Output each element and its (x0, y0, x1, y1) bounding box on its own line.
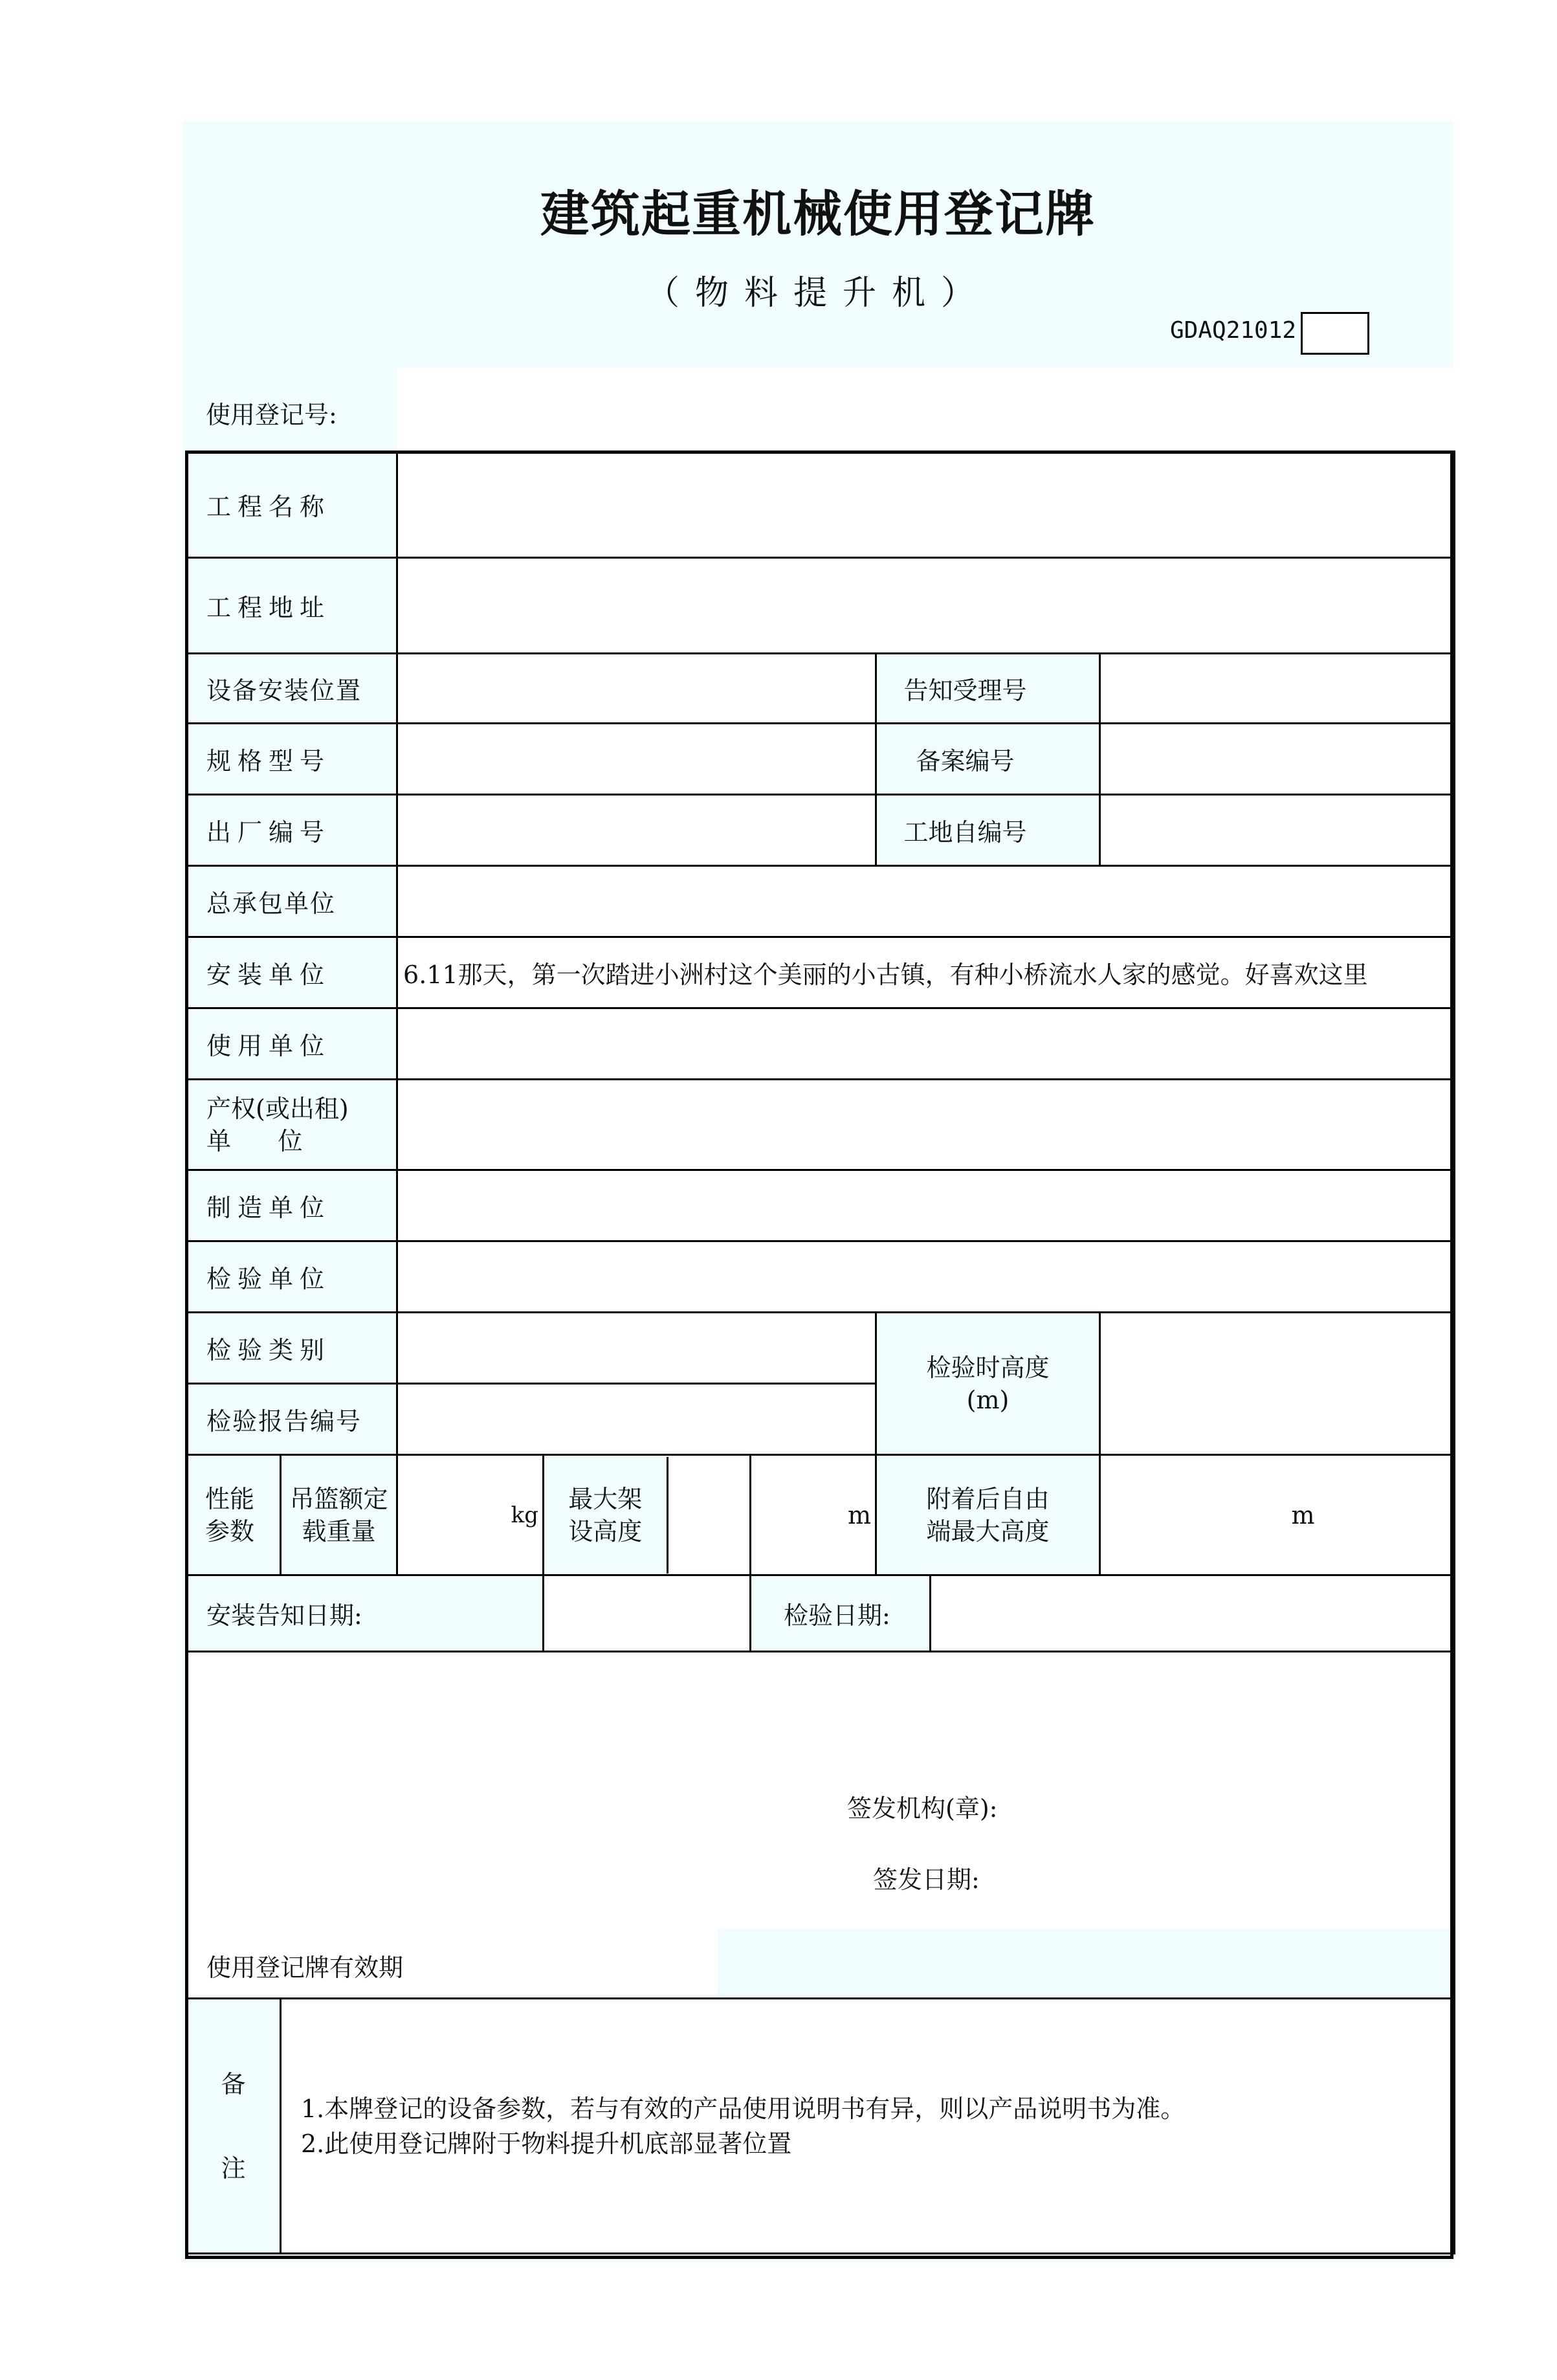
free-height-label (876, 1455, 1100, 1575)
registration-table (185, 450, 1455, 2254)
factory-no-field[interactable] (397, 795, 876, 866)
rated-load-field[interactable] (397, 1455, 544, 1575)
notice-no-label: 告知受理号 (876, 654, 1100, 724)
validity-label: 使用登记牌有效期 (206, 1953, 404, 1982)
free-height-field[interactable] (1100, 1455, 1455, 1575)
page-title: 建筑起重机械使用登记牌 (540, 185, 1096, 243)
notes-content (281, 1999, 1455, 2254)
rated-load-unit: kg (511, 1502, 539, 1528)
registration-no-field[interactable] (397, 368, 1453, 450)
install-unit-label: 安装单位 (186, 937, 397, 1008)
model-field[interactable] (397, 724, 876, 795)
issue-date-label: 签发日期: (873, 1865, 980, 1894)
site-no-label: 工地自编号 (876, 795, 1100, 866)
inspection-type-field[interactable] (397, 1313, 876, 1384)
inspection-height-label-line1: 检验时高度 (926, 1353, 1050, 1382)
project-name-field[interactable] (397, 452, 1455, 558)
inspection-height-field[interactable] (1100, 1313, 1455, 1455)
filing-no-field[interactable] (1100, 724, 1455, 795)
max-height-label-line1: 最大架 (568, 1484, 643, 1513)
max-height-field[interactable] (667, 1457, 749, 1574)
owner-unit-label-line1: 产权(或出租) (206, 1094, 349, 1123)
install-notice-date-field[interactable] (544, 1575, 751, 1652)
inspection-report-no-label: 检验报告编号 (186, 1384, 397, 1455)
factory-no-label: 出厂编号 (186, 795, 397, 866)
inspection-unit-field[interactable] (397, 1241, 1455, 1313)
manufacturer-label: 制造单位 (186, 1170, 397, 1241)
free-height-label-line1: 附着后自由 (926, 1484, 1050, 1513)
inspection-type-label: 检验类别 (186, 1313, 397, 1384)
issuer-label: 签发机构(章): (847, 1794, 998, 1823)
max-height-value-field[interactable] (751, 1455, 876, 1575)
form-code-box[interactable] (1301, 312, 1369, 355)
notes-label-line1: 备 (221, 2069, 246, 2098)
owner-unit-label (186, 1080, 397, 1170)
validity-field[interactable] (718, 1929, 1452, 1997)
install-notice-date-label: 安装告知日期: (186, 1575, 544, 1652)
use-unit-field[interactable] (397, 1008, 1455, 1080)
free-height-unit: m (1291, 1500, 1315, 1529)
free-height-label-line2: 端最大高度 (926, 1517, 1050, 1546)
filing-no-label: 备案编号 (876, 724, 1100, 795)
model-label: 规格型号 (186, 724, 397, 795)
performance-label (186, 1455, 281, 1575)
notes-line-1: 1.本牌登记的设备参数，若与有效的产品使用说明书有异，则以产品说明书为准。 (301, 2094, 1186, 2123)
project-address-field[interactable] (397, 558, 1455, 654)
manufacturer-field[interactable] (397, 1170, 1455, 1241)
inspection-unit-label: 检验单位 (186, 1241, 397, 1313)
inspection-date-label: 检验日期: (751, 1575, 931, 1652)
performance-label-line2: 参数 (205, 1517, 255, 1546)
notes-line-2: 2.此使用登记牌附于物料提升机底部显著位置 (301, 2129, 792, 2158)
rated-load-label (281, 1455, 397, 1575)
owner-unit-label-line2: 单 位 (206, 1126, 303, 1155)
signoff-area (186, 1652, 1455, 1999)
notes-label-line2: 注 (221, 2153, 246, 2183)
form-code: GDAQ21012 (1170, 317, 1297, 344)
project-name-label: 工程名称 (186, 452, 397, 558)
max-height-unit: m (847, 1500, 872, 1529)
general-contractor-label: 总承包单位 (186, 866, 397, 937)
general-contractor-field[interactable] (397, 866, 1455, 937)
project-address-label: 工程地址 (186, 558, 397, 654)
notice-no-field[interactable] (1100, 654, 1455, 724)
inspection-date-field[interactable] (931, 1575, 1455, 1652)
inspection-height-label (876, 1313, 1100, 1455)
max-height-label-line2: 设高度 (568, 1517, 643, 1546)
registration-no-label: 使用登记号: (206, 401, 337, 429)
use-unit-label: 使用单位 (186, 1008, 397, 1080)
install-location-label: 设备安装位置 (186, 654, 397, 724)
performance-label-line1: 性能 (205, 1484, 255, 1513)
install-unit-field[interactable]: 6.11那天，第一次踏进小洲村这个美丽的小古镇，有种小桥流水人家的感觉。好喜欢这里 (397, 937, 1455, 1008)
rated-load-label-line1: 吊篮额定 (289, 1484, 388, 1513)
page-subtitle: （物料提升机） (645, 274, 990, 313)
rated-load-label-line2: 载重量 (302, 1517, 376, 1546)
inspection-report-no-field[interactable] (397, 1384, 876, 1455)
max-height-label (544, 1457, 667, 1574)
site-no-field[interactable] (1100, 795, 1455, 866)
notes-label (186, 1999, 281, 2254)
install-location-field[interactable] (397, 654, 876, 724)
owner-unit-field[interactable] (397, 1080, 1455, 1170)
max-height-cell (544, 1455, 751, 1575)
inspection-height-label-line2: (m) (966, 1385, 1010, 1414)
